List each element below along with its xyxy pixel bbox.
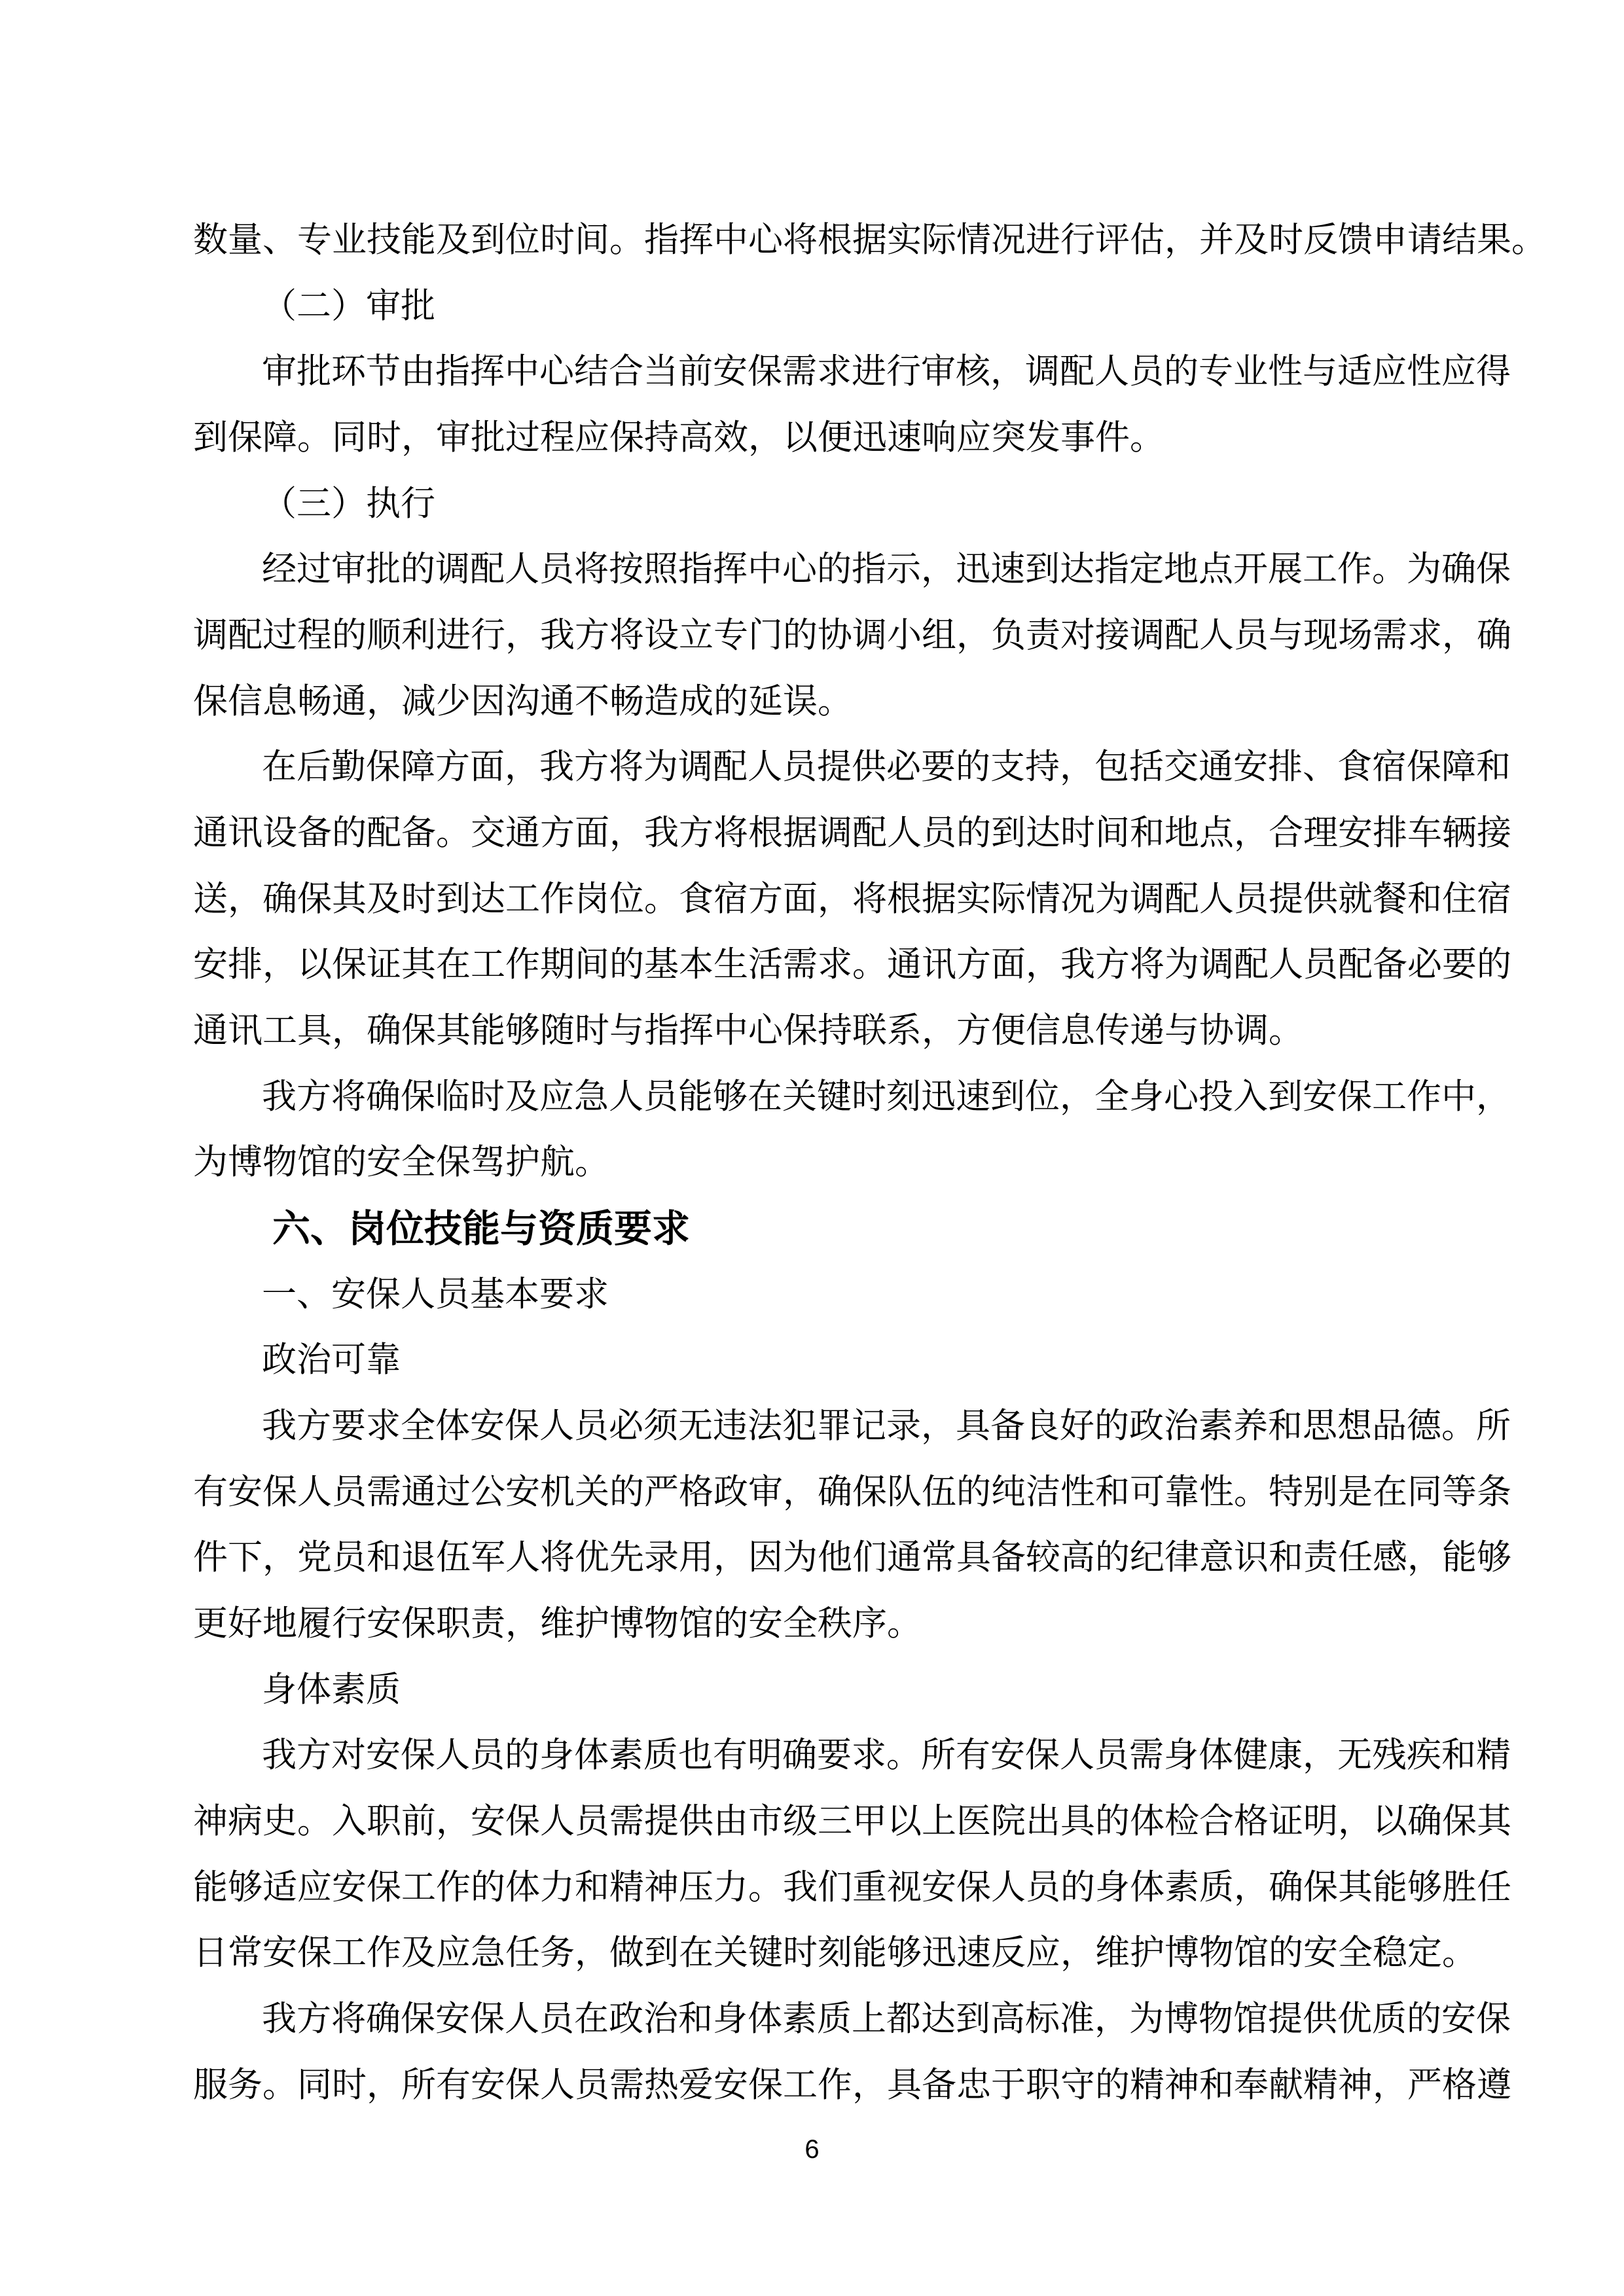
- subsection-heading: （二）审批: [262, 286, 435, 326]
- paragraph-line: 我方将确保临时及应急人员能够在关键时刻迅速到位，全身心投入到安保工作中，: [262, 1077, 1511, 1117]
- paragraph-line: 送，确保其及时到达工作岗位。食宿方面，将根据实际情况为调配人员提供就餐和住宿: [193, 879, 1511, 919]
- paragraph-line: 服务。同时，所有安保人员需热爱安保工作，具备忠于职守的精神和奉献精神，严格遵: [193, 2065, 1511, 2105]
- subsection-heading: （三）执行: [262, 484, 435, 524]
- paragraph-line: 经过审批的调配人员将按照指挥中心的指示，迅速到达指定地点开展工作。为确保: [262, 549, 1511, 589]
- paragraph-line: 调配过程的顺利进行，我方将设立专门的协调小组，负责对接调配人员与现场需求，确: [193, 615, 1511, 655]
- paragraph-line: 安排，以保证其在工作期间的基本生活需求。通讯方面，我方将为调配人员配备必要的: [193, 944, 1511, 984]
- paragraph-line: 审批环节由指挥中心结合当前安保需求进行审核，调配人员的专业性与适应性应得: [262, 351, 1511, 391]
- paragraph-line: 我方要求全体安保人员必须无违法犯罪记录，具备良好的政治素养和思想品德。所: [262, 1406, 1511, 1446]
- subsection-heading: 政治可靠: [262, 1340, 401, 1380]
- paragraph-line: 为博物馆的安全保驾护航。: [193, 1142, 609, 1182]
- paragraph-line: 通讯设备的配备。交通方面，我方将根据调配人员的到达时间和地点，合理安排车辆接: [193, 813, 1511, 853]
- paragraph-line: 我方对安保人员的身体素质也有明确要求。所有安保人员需身体健康，无残疾和精: [262, 1735, 1511, 1775]
- subsection-heading: 身体素质: [262, 1670, 401, 1710]
- subsection-heading: 一、安保人员基本要求: [262, 1274, 609, 1314]
- paragraph-line: 通讯工具，确保其能够随时与指挥中心保持联系，方便信息传递与协调。: [193, 1011, 1303, 1050]
- paragraph-line: 到保障。同时，审批过程应保持高效，以便迅速响应突发事件。: [193, 418, 1164, 457]
- paragraph-line: 更好地履行安保职责，维护博物馆的安全秩序。: [193, 1604, 922, 1643]
- page-number: 6: [804, 2135, 820, 2164]
- paragraph-line: 能够适应安保工作的体力和精神压力。我们重视安保人员的身体素质，确保其能够胜任: [193, 1867, 1511, 1907]
- paragraph-line: 数量、专业技能及到位时间。指挥中心将根据实际情况进行评估，并及时反馈申请结果。: [193, 220, 1546, 260]
- paragraph-line: 我方将确保安保人员在政治和身体素质上都达到高标准，为博物馆提供优质的安保: [262, 1999, 1511, 2039]
- paragraph-line: 件下，党员和退伍军人将优先录用，因为他们通常具备较高的纪律意识和责任感，能够: [193, 1537, 1511, 1577]
- paragraph-line: 神病史。入职前，安保人员需提供由市级三甲以上医院出具的体检合格证明，以确保其: [193, 1801, 1511, 1841]
- paragraph-line: 日常安保工作及应急任务，做到在关键时刻能够迅速反应，维护博物馆的安全稳定。: [193, 1933, 1477, 1973]
- paragraph-line: 在后勤保障方面，我方将为调配人员提供必要的支持，包括交通安排、食宿保障和: [262, 747, 1511, 787]
- paragraph-line: 有安保人员需通过公安机关的严格政审，确保队伍的纯洁性和可靠性。特别是在同等条: [193, 1472, 1511, 1512]
- paragraph-line: 保信息畅通，减少因沟通不畅造成的延误。: [193, 681, 852, 721]
- section-heading: 六、岗位技能与资质要求: [272, 1206, 691, 1251]
